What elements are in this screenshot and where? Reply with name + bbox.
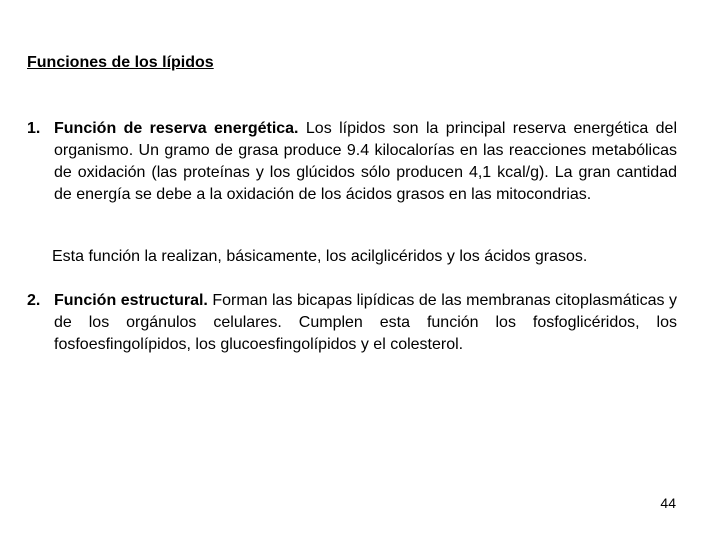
list-item-number: 1.	[27, 120, 41, 137]
list-item	[27, 118, 677, 206]
list-item-body	[54, 290, 677, 356]
page-number: 44	[660, 495, 676, 511]
list-item-text: Los lípidos son la principal reserva energética del organismo. Un gramo de grasa produce 9.4 kilocalorías en las reacciones metabólicas de oxidación (las proteínas y los glúcidos sólo producen 4,1 kcal/g). La gran cantidad de energía se debe a la oxidación de los ácidos grasos en las mitocondrias.	[54, 120, 677, 203]
list-item-heading: Función de reserva energética.	[54, 120, 299, 137]
list-item-number: 2.	[27, 292, 41, 309]
list-item-body	[54, 118, 677, 206]
note-paragraph: Esta función la realizan, básicamente, los acilglicéridos y los ácidos grasos.	[52, 248, 588, 265]
list-item-heading: Función estructural.	[54, 292, 208, 309]
list-item-text: Forman las bicapas lipídicas de las membranas citoplasmáticas y de los orgánulos celulares. Cumplen esta función los fosfoglicéridos, los fosfoesfingolípidos, los glucoesfingolípidos y el colesterol.	[54, 292, 678, 353]
slide-title: Funciones de los lípidos	[27, 54, 214, 71]
list-item	[27, 290, 677, 356]
